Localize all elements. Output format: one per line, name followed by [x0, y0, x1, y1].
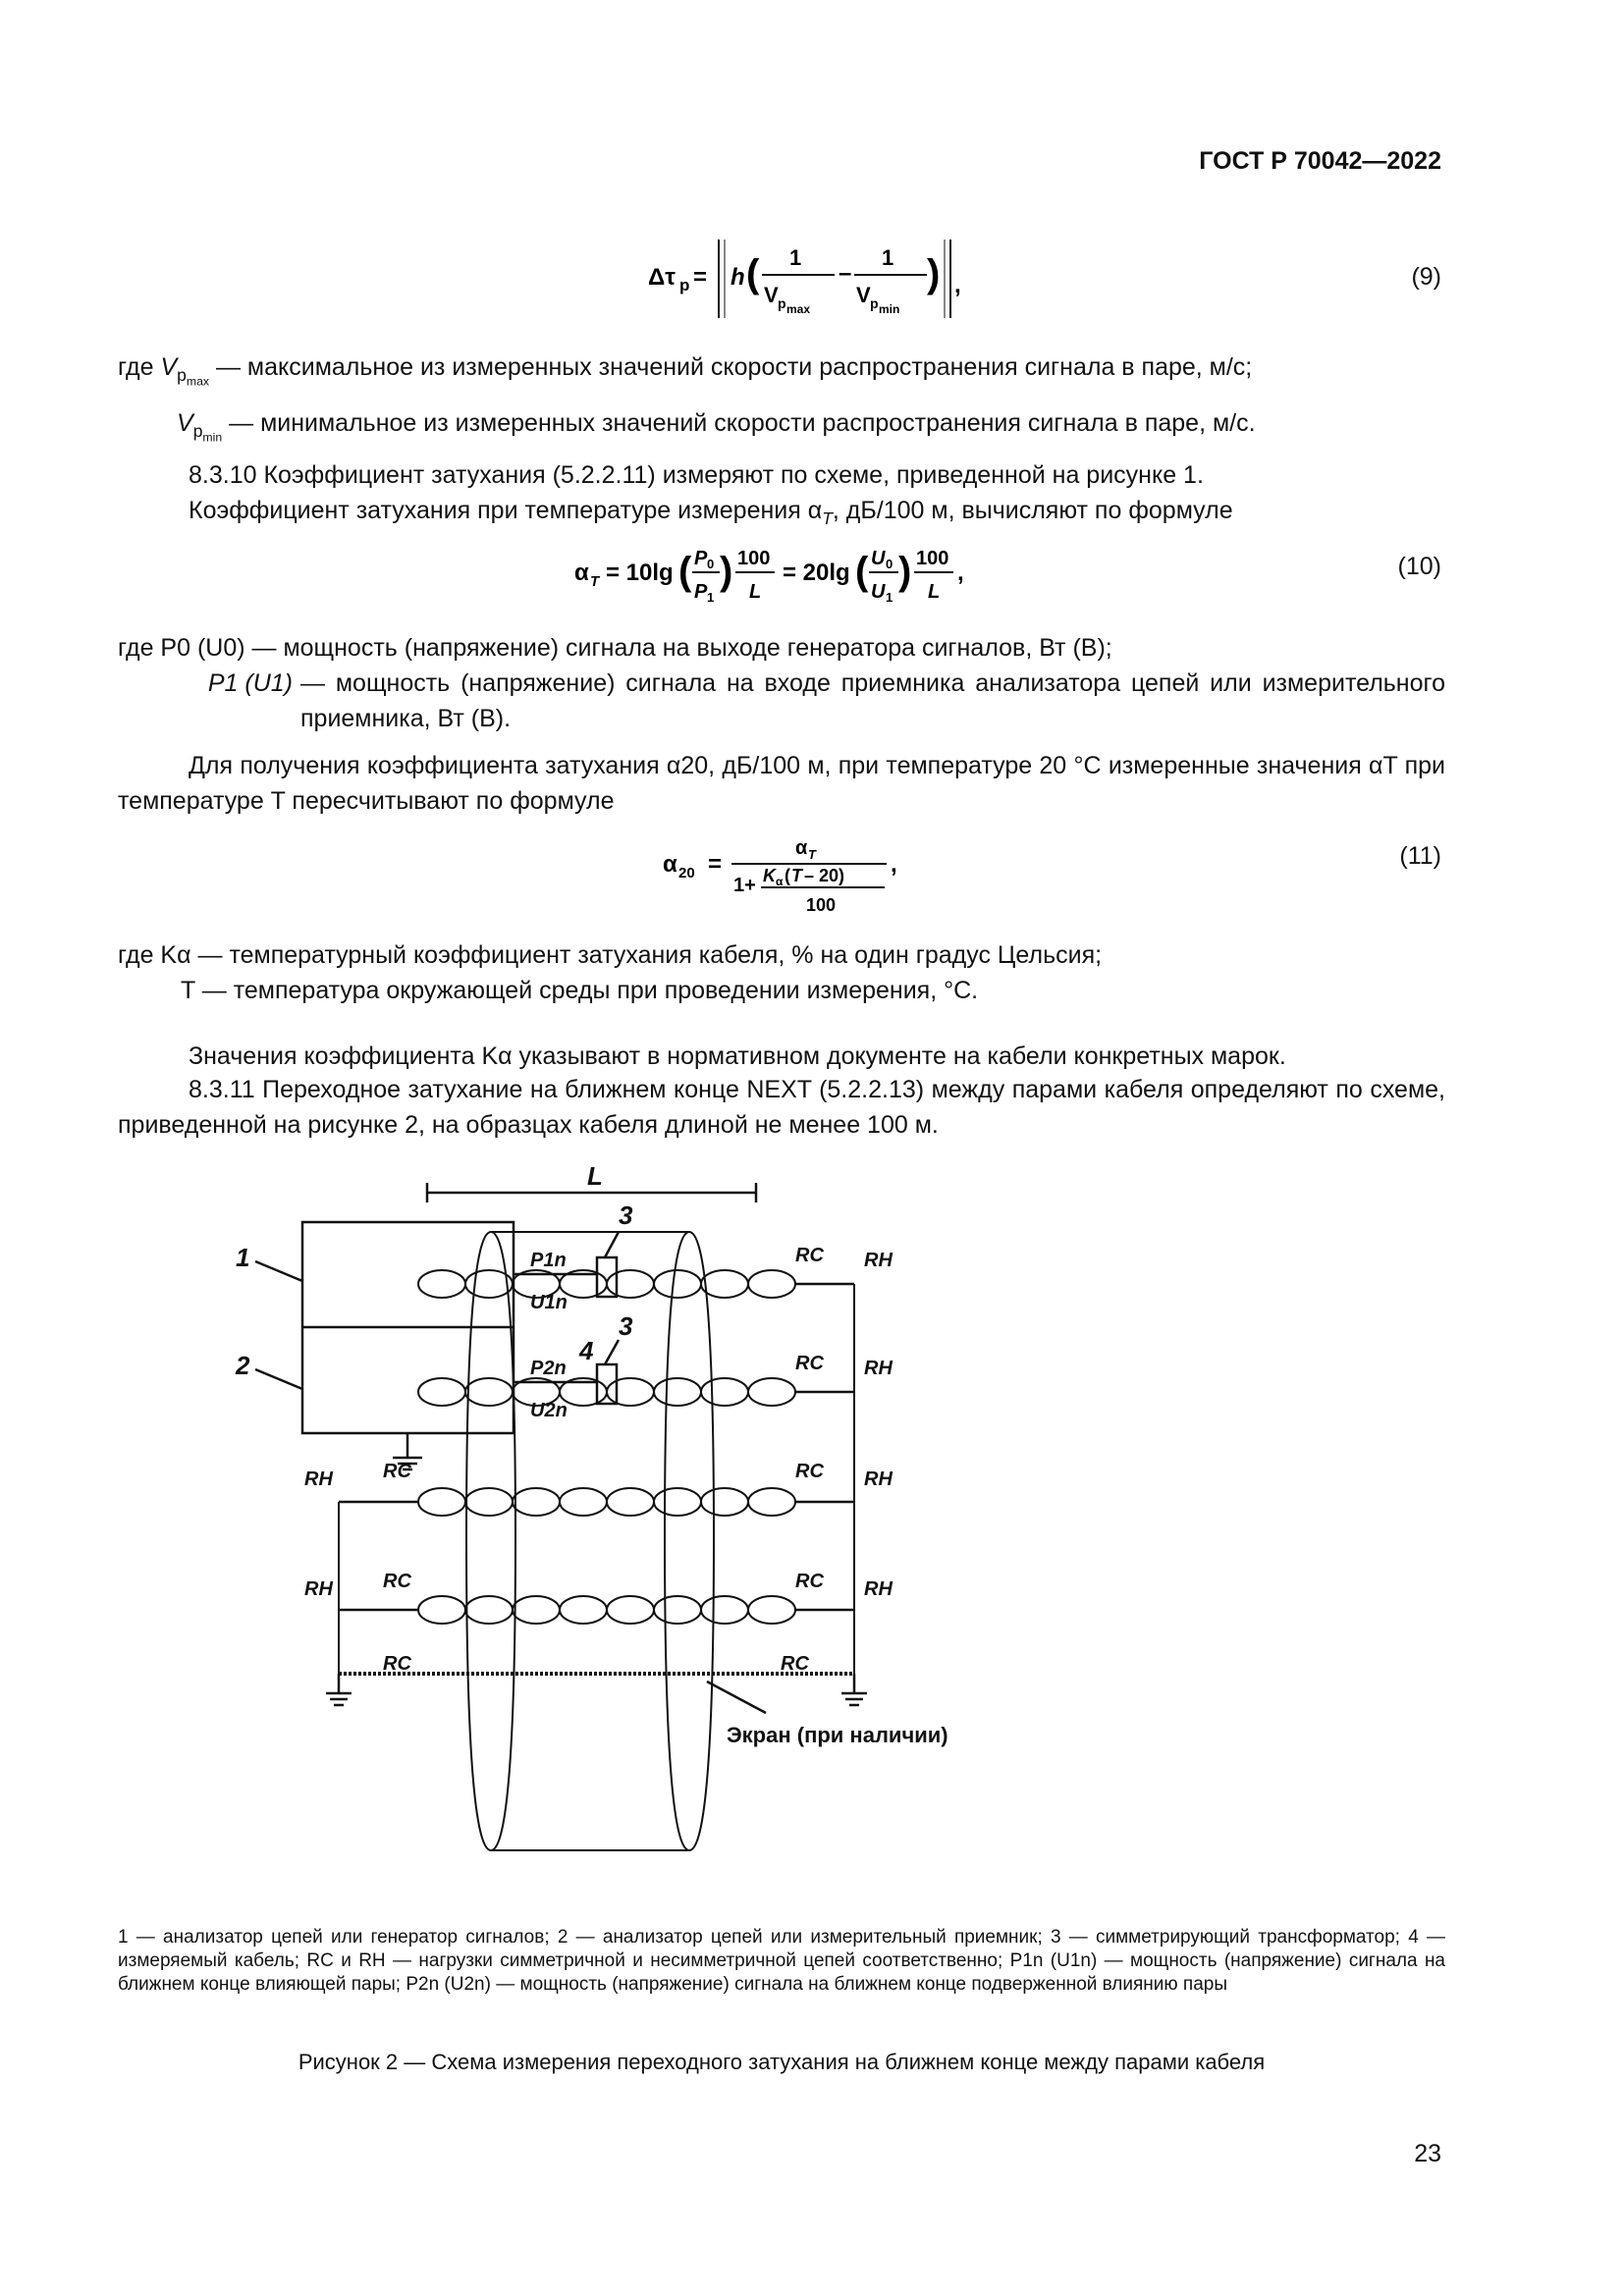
label-rn: RН [864, 1250, 893, 1271]
symbol-v: V [160, 353, 178, 381]
svg-text:α: α [574, 560, 589, 586]
svg-text:=: = [708, 851, 723, 878]
paragraph-8-3-11: 8.3.11 Переходное затухание на ближнем конце NEXT (5.2.2.13) между парами кабеля определяют по схеме, приведенной на рисунке 2, на образцах кабеля длиной не менее 100 м. [118, 1076, 1445, 1139]
svg-text:P: P [694, 581, 708, 603]
label-rn-left: RН [304, 1468, 333, 1490]
equation-9-number: (9) [1411, 263, 1441, 291]
svg-text:100: 100 [737, 548, 771, 569]
label-L: L [587, 1163, 603, 1191]
svg-text:min: min [879, 302, 900, 316]
label-2: 2 [236, 1351, 250, 1380]
svg-text:1+: 1+ [733, 875, 756, 896]
label-1: 1 [236, 1243, 250, 1272]
svg-text:,: , [954, 272, 961, 298]
svg-text:1: 1 [707, 590, 715, 605]
svg-text:U: U [871, 548, 886, 569]
svg-text:T: T [791, 866, 802, 885]
equation-11-graphic [663, 832, 918, 921]
paragraph-alpha20: Для получения коэффициента затухания α20, дБ/100 м, при температуре 20 °С измеренные значения αT при температуре T пересчитывают по формуле [118, 752, 1445, 815]
document-header: ГОСТ Р 70042—2022 [1199, 147, 1441, 175]
subsub-max: max [186, 374, 210, 389]
svg-text:1: 1 [886, 590, 893, 605]
where-block-9 [118, 349, 1443, 454]
where-block-10 [118, 630, 1445, 736]
svg-text:0: 0 [886, 557, 893, 571]
equation-11 [663, 832, 918, 921]
paragraph-8-3-10-line2 [189, 493, 1445, 536]
label-screen: Экран (при наличии) [727, 1723, 948, 1747]
svg-text:= 20lg: = 20lg [783, 560, 850, 586]
label-p1n: P1n [530, 1250, 567, 1271]
svg-text:T: T [590, 573, 600, 590]
svg-text:p: p [679, 276, 690, 294]
svg-text:(: ( [746, 252, 760, 295]
page-number: 23 [1414, 2140, 1441, 2167]
equation-9-graphic [648, 236, 982, 324]
label-3-top: 3 [619, 1201, 633, 1230]
svg-text:V: V [856, 283, 871, 307]
figure-caption: Рисунок 2 — Схема измерения переходного затухания на ближнем конце между парами кабеля [298, 2050, 1266, 2074]
label-rc: RC [795, 1245, 824, 1266]
label-3-bottom: 3 [619, 1311, 633, 1341]
svg-text:= 10lg: = 10lg [606, 560, 674, 586]
label-rn-left: RН [304, 1578, 333, 1600]
svg-text:T: T [808, 847, 816, 862]
where10-line1: где P0 (U0) — мощность (напряжение) сигнала на выходе генератора сигналов, Вт (В); [118, 634, 1112, 662]
svg-text:K: K [763, 866, 776, 885]
svg-text:α: α [663, 851, 677, 878]
svg-text:V: V [764, 283, 779, 307]
svg-text:U: U [871, 581, 886, 603]
equation-9 [648, 236, 982, 324]
svg-text:): ) [898, 550, 912, 593]
svg-text:1: 1 [882, 245, 894, 270]
svg-text:,: , [957, 560, 964, 586]
svg-text:L: L [749, 581, 762, 603]
svg-text:(: ( [855, 550, 869, 593]
equation-10-number: (10) [1397, 553, 1441, 580]
figure-legend: 1 — анализатор цепей или генератор сигналов; 2 — анализатор цепей или измерительный приемник; 3 — симметрирующий трансформатор; 4 — измеряемый кабель; RC и RН — нагрузки симметричной и несимметричной цепей соответственно; P1n (U1n) — мощность (напряжение) сигнала на ближнем конце влияющей пары; P2n (U2n) — мощность (напряжение) сигнала на ближнем конце подверженной влиянию пары [118, 1927, 1445, 1995]
svg-text:p: p [870, 295, 879, 311]
where11-line2: T — температура окружающей среды при проведении измерения, °С. [181, 977, 979, 1004]
label-rc-screen: RC [781, 1653, 809, 1675]
subsub-min: min [202, 430, 223, 444]
equation-10-graphic [574, 535, 1006, 614]
where-block-11 [118, 937, 1445, 1008]
where9-line2-text: — минимальное из измеренных значений скорости распространения сигнала в паре, м/с. [229, 408, 1256, 437]
label-4: 4 [579, 1336, 594, 1365]
svg-text:100: 100 [916, 548, 949, 569]
label-rn: RН [864, 1468, 893, 1490]
equation-10 [574, 535, 1006, 614]
svg-text:(: ( [785, 866, 790, 885]
svg-text:Δτ: Δτ [648, 264, 676, 291]
svg-text:h: h [731, 264, 745, 291]
where10-line2 [118, 666, 1445, 736]
label-rc: RC [795, 1353, 824, 1374]
svg-text:p: p [778, 295, 786, 311]
sub-p: p [192, 420, 203, 441]
svg-text:P: P [694, 548, 708, 569]
label-rn: RН [864, 1578, 893, 1600]
svg-text:): ) [927, 252, 941, 295]
svg-text:–: – [839, 260, 852, 287]
label-rc: RC [795, 1571, 824, 1592]
where10-symbol: P1 (U1) [207, 669, 293, 697]
label-u2n: U2n [530, 1400, 568, 1421]
label-u1n: U1n [530, 1292, 568, 1313]
svg-text:α: α [795, 837, 808, 859]
figure-2-diagram [216, 1163, 1394, 1890]
svg-text:α: α [776, 875, 784, 888]
where11-line1: где Kα — температурный коэффициент затухания кабеля, % на один градус Цельсия; [118, 941, 1103, 969]
svg-text:– 20): – 20) [804, 866, 845, 885]
label-rc: RC [795, 1461, 824, 1482]
label-p2n: P2n [530, 1358, 567, 1379]
where10-line2-text: — мощность (напряжение) сигнала на входе приемника анализатора цепей или измерительного приемника, Вт (В). [300, 669, 1445, 732]
equation-11-number: (11) [1399, 842, 1441, 870]
svg-text:(: ( [678, 550, 692, 593]
label-rc-left: RC [383, 1571, 411, 1592]
p2-sub: T [822, 508, 833, 528]
svg-text:20: 20 [678, 865, 695, 881]
paragraph-8-3-10-line1: 8.3.10 Коэффициент затухания (5.2.2.11) измеряют по схеме, приведенной на рисунке 1. [189, 461, 1204, 489]
label-rn: RН [864, 1358, 893, 1379]
label-rc-screen: RC [383, 1653, 411, 1675]
sub-p: p [177, 365, 187, 385]
where9-line1 [118, 349, 1443, 400]
where-prefix: где [118, 353, 161, 381]
svg-text:): ) [720, 550, 733, 593]
svg-text:0: 0 [707, 557, 715, 571]
svg-text:=: = [693, 264, 708, 291]
svg-text:,: , [891, 851, 897, 878]
paragraph-k-alpha: Значения коэффициента Kα указывают в нормативном документе на кабели конкретных марок. [189, 1042, 1286, 1070]
symbol-v: V [177, 408, 193, 437]
svg-text:100: 100 [806, 895, 837, 915]
where9-line1-text: — максимальное из измеренных значений скорости распространения сигнала в паре, м/с; [215, 353, 1253, 381]
svg-text:1: 1 [789, 245, 802, 270]
p2-text-a: Коэффициент затухания при температуре измерения α [189, 497, 823, 524]
p2-text-b: , дБ/100 м, вычисляют по формуле [832, 497, 1233, 524]
svg-text:L: L [928, 581, 941, 603]
label-rc-left: RC [383, 1461, 411, 1482]
paragraph-8-3-10 [189, 457, 1445, 536]
where9-line2 [118, 405, 1443, 455]
svg-text:max: max [786, 302, 811, 316]
